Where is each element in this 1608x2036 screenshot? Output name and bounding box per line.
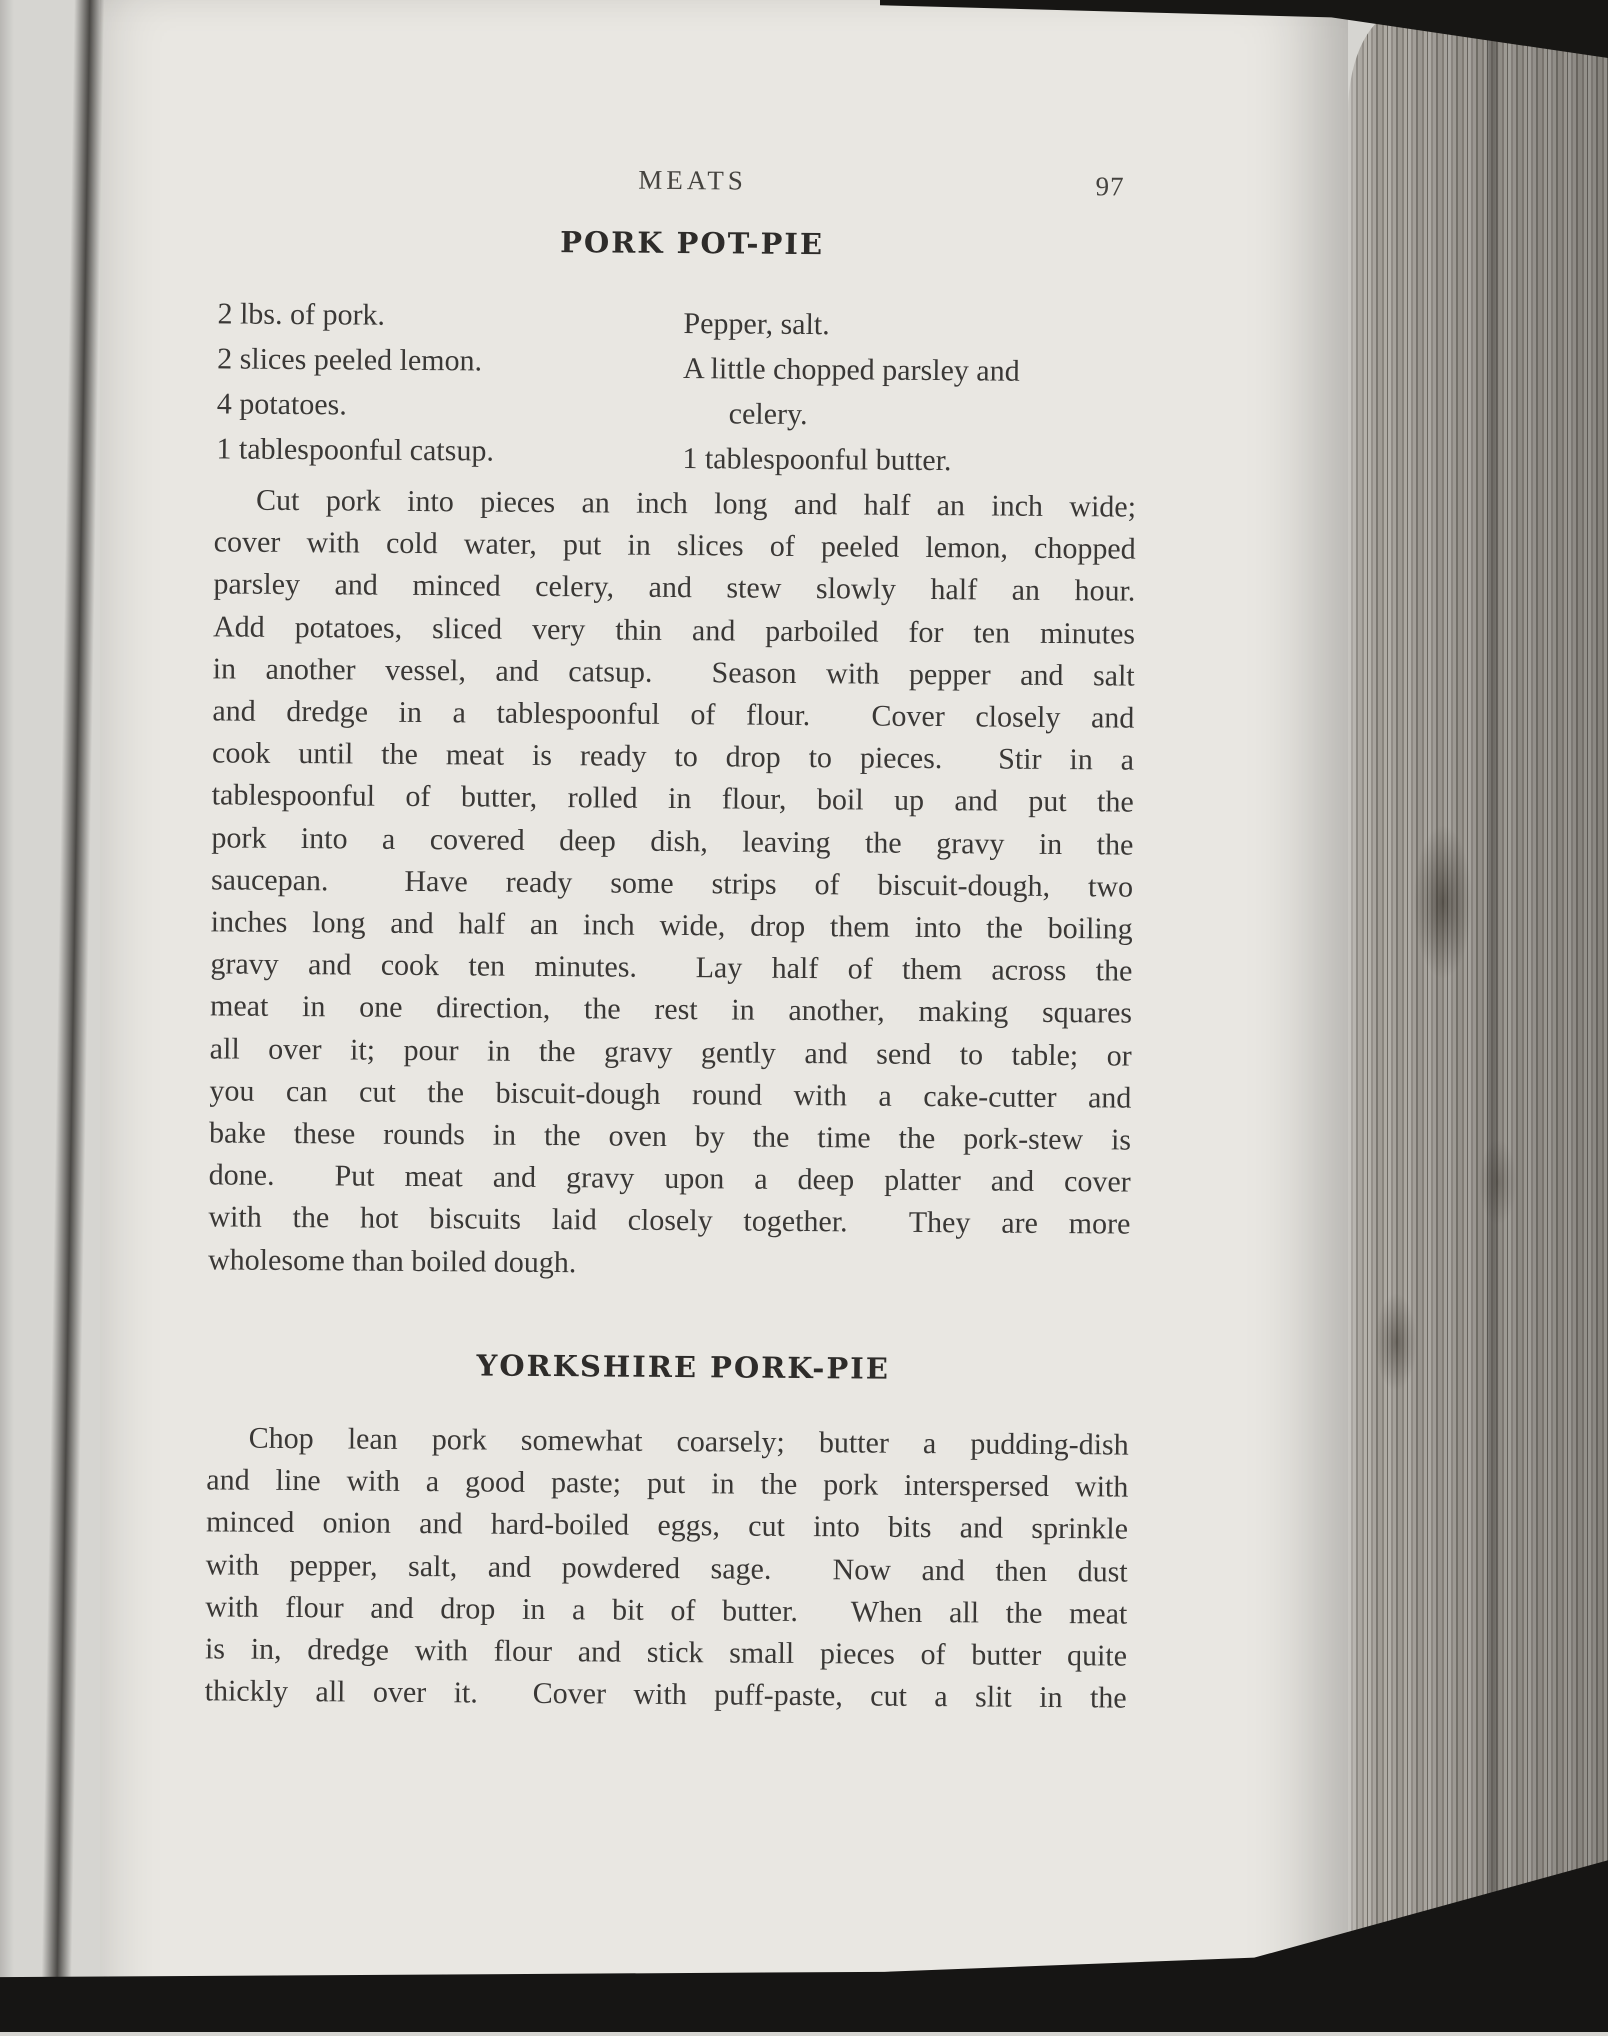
text-line: parsley and minced celery, and stew slowly half an hour. — [213, 567, 1136, 609]
recipe-instructions-yorkshire-pork-pie — [205, 1417, 1129, 1720]
book-gutter-shadow — [41, 0, 104, 1985]
text-line: inches long and half an inch wide, drop them into the boiling — [210, 905, 1133, 946]
text-line: bake these rounds in the oven by the time the pork-stew is — [208, 1116, 1132, 1157]
text-line: Cut pork into pieces an inch long and half an inch wide; — [255, 483, 1137, 524]
ingredient-item: 1 tablespoonful catsup. — [216, 432, 495, 468]
text-line: wholesome than boiled dough. — [207, 1242, 577, 1279]
book-fore-edge-pages — [1348, 12, 1608, 2032]
recipe-instructions-pork-pot-pie — [208, 479, 1136, 1288]
text-line: with flour and drop in a bit of butter. When all the meat — [205, 1590, 1128, 1631]
text-line: thickly all over it. Cover with puff-paste, cut a slit in the — [204, 1674, 1127, 1715]
ingredient-column-right — [682, 301, 1020, 484]
ingredient-column-left — [216, 291, 495, 473]
ingredient-item: 1 tablespoonful butter. — [682, 442, 952, 478]
page-header — [216, 161, 1138, 204]
running-head-section-title: MEATS — [638, 164, 747, 196]
text-line: with pepper, salt, and powdered sage. Now and then dust — [205, 1547, 1128, 1589]
text-line: Chop lean pork somewhat coarsely; butter a pudding-dish — [248, 1421, 1129, 1462]
ingredient-item: celery. — [728, 397, 808, 432]
text-line: all over it; pour in the gravy gently and send to table; or — [209, 1031, 1132, 1073]
text-line: with the hot biscuits laid closely together. They are more — [208, 1200, 1131, 1242]
book-page — [100, 0, 1348, 2032]
text-line: cover with cold water, put in slices of peeled lemon, chopped — [213, 525, 1136, 566]
page-number: 97 — [1095, 171, 1125, 202]
text-line: is in, dredge with flour and stick small pieces of butter quite — [204, 1632, 1128, 1673]
ingredient-list — [216, 291, 1138, 478]
ingredient-item: A little chopped parsley and — [682, 352, 1020, 388]
text-line: meat in one direction, the rest in another, making squares — [209, 989, 1133, 1031]
text-line: Add potatoes, sliced very thin and parboiled for ten minutes — [212, 609, 1136, 651]
text-line: and line with a good paste; put in the pork interspersed with — [206, 1463, 1129, 1504]
scan-left-edge-shading — [0, 0, 14, 2032]
text-line: gravy and cook ten minutes. Lay half of them across the — [210, 947, 1133, 988]
text-line: tablespoonful of butter, rolled in flour, boil up and put the — [211, 778, 1134, 820]
ingredient-item: 4 potatoes. — [216, 387, 347, 422]
text-line: in another vessel, and catsup. Season with pepper and salt — [212, 652, 1135, 693]
recipe-title-yorkshire-pork-pie: YORKSHIRE PORK-PIE — [476, 1348, 891, 1386]
text-line: cook until the meat is ready to drop to pieces. Stir in a — [211, 736, 1135, 777]
text-line: saucepan. Have ready some strips of biscuit-dough, two — [210, 863, 1134, 904]
ingredient-item: 2 lbs. of pork. — [217, 297, 386, 332]
recipe-title-pork-pot-pie: PORK POT-PIE — [560, 225, 825, 262]
text-line: pork into a covered deep dish, leaving the gravy in the — [211, 820, 1134, 862]
ingredient-item: 2 slices peeled lemon. — [217, 342, 483, 378]
text-line: and dredge in a tablespoonful of flour. Cover closely and — [212, 694, 1135, 735]
ingredient-item: Pepper, salt. — [683, 307, 830, 342]
text-line: done. Put meat and gravy upon a deep platter and cover — [208, 1158, 1131, 1199]
text-line: you can cut the biscuit-dough round with a cake-cutter and — [209, 1074, 1132, 1115]
text-line: minced onion and hard-boiled eggs, cut into bits and sprinkle — [205, 1505, 1129, 1546]
page-content — [202, 0, 1140, 2036]
